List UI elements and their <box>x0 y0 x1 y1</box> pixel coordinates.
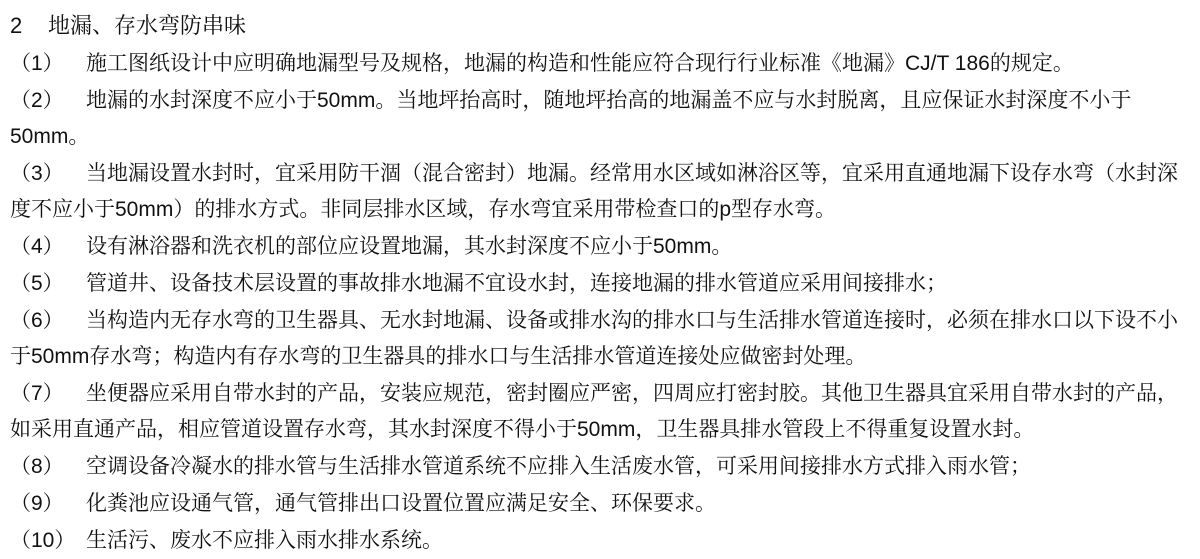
item-text: 当构造内无存水弯的卫生器具、无水封地漏、设备或排水沟的排水口与生活排水管道连接时，必须在排水口以下设不小于50mm存水弯；构造内有存水弯的卫生器具的排水口与生活排水管道连接处应做密封处理。 <box>10 309 1178 368</box>
list-item <box>10 486 1194 522</box>
item-number: （8） <box>10 455 64 478</box>
item-number: （2） <box>10 89 64 112</box>
item-number: （6） <box>10 309 64 332</box>
item-text: 化粪池应设通气管，通气管排出口设置位置应满足安全、环保要求。 <box>86 492 716 515</box>
item-number: （1） <box>10 52 64 75</box>
item-number: （3） <box>10 162 64 185</box>
item-number: （5） <box>10 272 64 295</box>
item-text: 设有淋浴器和洗衣机的部位应设置地漏，其水封深度不应小于50mm。 <box>86 235 733 258</box>
item-number: （7） <box>10 382 64 405</box>
item-text: 当地漏设置水封时，宜采用防干涸（混合密封）地漏。经常用水区域如淋浴区等，宜采用直通地漏下设存水弯（水封深度不应小于50mm）的排水方式。非同层排水区域，存水弯宜采用带检查口的p型存水弯。 <box>10 162 1178 221</box>
item-number: （4） <box>10 235 64 258</box>
list-item <box>10 376 1194 448</box>
page-title <box>10 6 1194 46</box>
item-text: 坐便器应采用自带水封的产品，安装应规范，密封圈应严密，四周应打密封胶。其他卫生器具宜采用自带水封的产品，如采用直通产品，相应管道设置存水弯，其水封深度不得小于50mm，卫生器具排水管段上不得重复设置水封。 <box>10 382 1178 441</box>
list-item <box>10 46 1194 82</box>
item-number: （9） <box>10 492 64 515</box>
list-item <box>10 266 1194 302</box>
section-number: 2 <box>10 13 23 38</box>
list-item <box>10 229 1194 265</box>
list-item <box>10 83 1194 155</box>
item-number: （10） <box>10 529 76 552</box>
list-item <box>10 523 1194 559</box>
list-item <box>10 156 1194 228</box>
item-text: 施工图纸设计中应明确地漏型号及规格，地漏的构造和性能应符合现行行业标准《地漏》CJ/T 186的规定。 <box>86 52 1074 75</box>
item-text: 管道井、设备技术层设置的事故排水地漏不宜设水封，连接地漏的排水管道应采用间接排水； <box>86 272 947 295</box>
item-text: 地漏的水封深度不应小于50mm。当地坪抬高时，随地坪抬高的地漏盖不应与水封脱离，且应保证水封深度不小于50mm。 <box>10 89 1132 148</box>
list-item <box>10 449 1194 485</box>
item-text: 生活污、废水不应排入雨水排水系统。 <box>86 529 443 552</box>
list-item <box>10 303 1194 375</box>
section-title-text: 地漏、存水弯防串味 <box>48 13 247 38</box>
item-text: 空调设备冷凝水的排水管与生活排水管道系统不应排入生活废水管，可采用间接排水方式排入雨水管； <box>86 455 1031 478</box>
